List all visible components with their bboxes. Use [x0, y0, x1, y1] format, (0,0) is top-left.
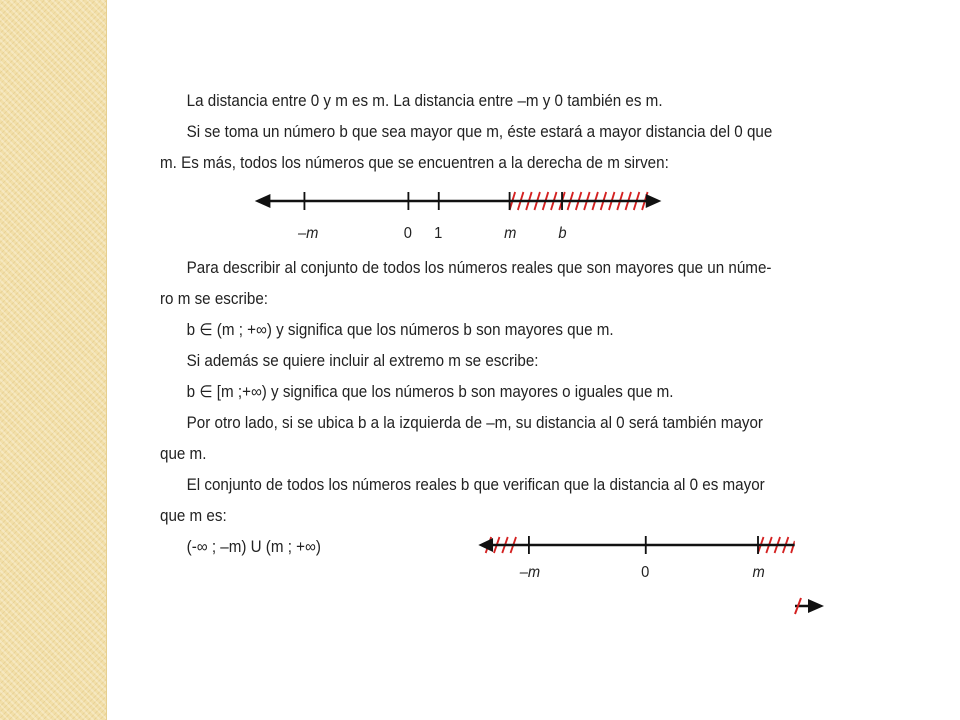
- formula-union: (-∞ ; –m) U (m ; +∞): [186, 538, 321, 556]
- label-m: m: [752, 563, 765, 582]
- label-m: m: [504, 224, 517, 243]
- paragraph-b-greater-cont: m. Es más, todos los números que se encuentren a la derecha de m sirven:: [160, 154, 669, 172]
- paragraph-set-description: Para describir al conjunto de todos los números reales que son mayores que un núme-: [186, 259, 772, 277]
- paragraph-include-endpoint: Si además se quiere incluir al extremo m se escribe:: [186, 352, 539, 370]
- right-arrow-icon: [808, 599, 824, 613]
- paragraph-distance: La distancia entre 0 y m es m. La distancia entre –m y 0 también es m.: [186, 92, 663, 110]
- paragraph-b-greater: Si se toma un número b que sea mayor que m, éste estará a mayor distancia del 0 que: [186, 123, 773, 141]
- paragraph-left-side-cont: que m.: [160, 445, 207, 463]
- label-b: b: [558, 224, 567, 243]
- formula-open-interval: b ∈ (m ; +∞) y significa que los números b son mayores que m.: [186, 321, 614, 339]
- label-zero: 0: [403, 224, 412, 243]
- paragraph-left-side: Por otro lado, si se ubica b a la izquierda de –m, su distancia al 0 será también mayor: [186, 414, 763, 432]
- paragraph-set-description-cont: ro m se escribe:: [160, 290, 268, 308]
- label-neg-m: –m: [298, 224, 319, 243]
- label-one: 1: [434, 224, 443, 243]
- formula-closed-interval: b ∈ [m ;+∞) y significa que los números b son mayores o iguales que m.: [186, 383, 674, 401]
- label-neg-m: –m: [519, 563, 541, 582]
- paragraph-union-set-cont: que m es:: [160, 507, 227, 525]
- paragraph-union-set: El conjunto de todos los números reales b que verifican que la distancia al 0 es mayor: [186, 476, 765, 494]
- label-zero: 0: [641, 563, 650, 582]
